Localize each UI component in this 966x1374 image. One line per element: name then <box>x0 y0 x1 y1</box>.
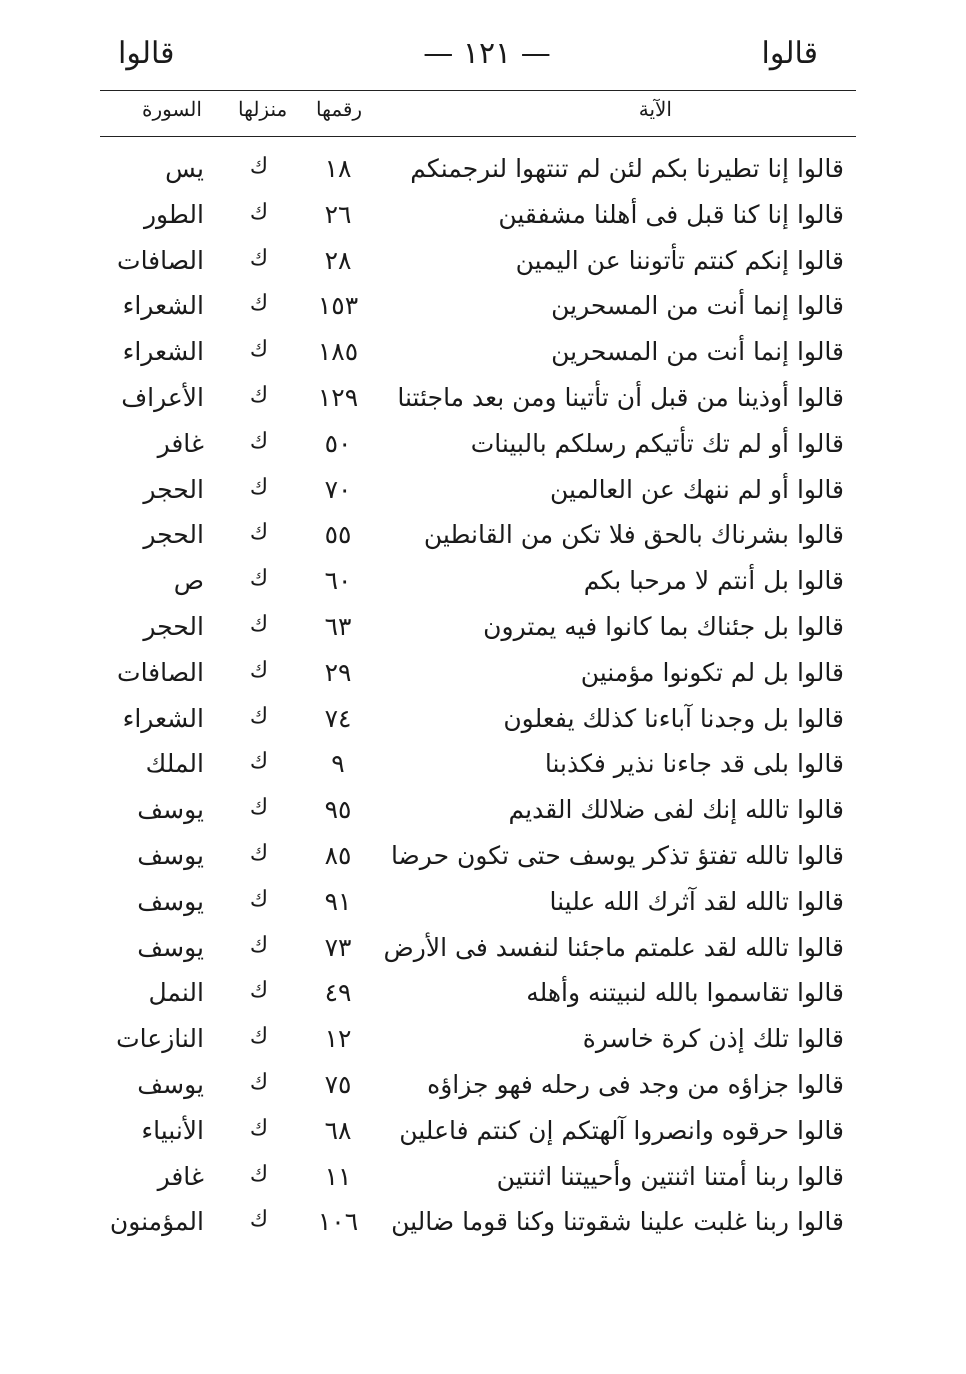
ayah-number: ٦٣ <box>324 611 352 641</box>
ayah-number: ٢٩ <box>324 657 352 687</box>
ayah-number: ١٨ <box>324 154 352 183</box>
table-row <box>0 929 966 975</box>
surah-name: يوسف <box>137 1069 204 1099</box>
revelation-place: ك <box>249 1207 269 1233</box>
revelation-place: ك <box>249 428 269 454</box>
revelation-place: ك <box>249 337 269 363</box>
ayah-text: قالوا بشرناك بالحق فلا تكن من القانطين <box>423 520 844 550</box>
surah-name: يوسف <box>137 886 204 916</box>
ayah-text: قالوا بل وجدنا آباءنا كذلك يفعلون <box>503 703 844 733</box>
ayah-number: ٥٥ <box>324 520 352 550</box>
surah-name: يوسف <box>137 795 204 825</box>
ayah-text: قالوا تالله تفتؤ تذكر يوسف حتى تكون حرضا <box>390 840 844 870</box>
table-row <box>0 196 966 242</box>
revelation-place: ك <box>249 657 269 683</box>
revelation-place: ك <box>249 1115 269 1141</box>
ayah-number: ٢٦ <box>324 199 352 229</box>
column-header-place: منزلها <box>238 97 288 121</box>
ayah-number: ١١ <box>324 1161 352 1191</box>
ayah-text: قالوا بلى قد جاءنا نذير فكذبنا <box>544 749 844 779</box>
revelation-place: ك <box>249 154 269 179</box>
ayah-number: ١٠٦ <box>317 1207 359 1237</box>
surah-name: الطور <box>143 199 204 229</box>
surah-name: الشعراء <box>122 703 204 733</box>
surah-name: النمل <box>148 978 204 1008</box>
table-row <box>0 150 966 196</box>
ayah-text: قالوا ربنا أمتنا اثنتين وأحييتنا اثنتين <box>496 1161 844 1191</box>
revelation-place: ك <box>249 1069 269 1095</box>
ayah-number: ٩١ <box>324 886 352 916</box>
ayah-number: ٧٣ <box>324 932 352 962</box>
ayah-number: ٦٨ <box>324 1115 352 1145</box>
ayah-text: قالوا حرقوه وانصروا آلهتكم إن كنتم فاعلين <box>399 1115 844 1145</box>
ayah-text: قالوا بل لم تكونوا مؤمنين <box>580 657 844 687</box>
table-row <box>0 700 966 746</box>
ayah-text: قالوا أوذينا من قبل أن تأتينا ومن بعد ماجئتنا <box>397 382 844 412</box>
surah-name: الشعراء <box>122 291 204 321</box>
ayah-text: قالوا تالله إنك لفى ضلالك القديم <box>508 795 844 825</box>
ayah-text: قالوا جزاؤه من وجد فى رحله فهو جزاؤه <box>427 1069 844 1099</box>
revelation-place: ك <box>249 474 269 500</box>
column-header-surah: السورة <box>142 97 202 121</box>
page-header <box>0 36 966 84</box>
table-row <box>0 837 966 883</box>
revelation-place: ك <box>249 840 269 866</box>
revelation-place: ك <box>249 1024 269 1050</box>
ayah-text: قالوا ربنا غلبت علينا شقوتنا وكنا قوما ضالين <box>391 1207 844 1237</box>
revelation-place: ك <box>249 520 269 546</box>
table-row <box>0 608 966 654</box>
index-table <box>0 150 966 1249</box>
table-row <box>0 791 966 837</box>
ayah-number: ١٥٣ <box>317 291 359 321</box>
revelation-place: ك <box>249 886 269 912</box>
revelation-place: ك <box>249 749 269 775</box>
ayah-text: قالوا تالله لقد علمتم ماجئنا لنفسد فى الأرض <box>383 932 844 962</box>
ayah-number: ٦٠ <box>324 566 352 596</box>
surah-name: غافر <box>157 428 204 458</box>
table-row <box>0 562 966 608</box>
ayah-text: قالوا تقاسموا بالله لنبيتنه وأهله <box>526 978 844 1008</box>
table-row <box>0 883 966 929</box>
running-head-left: قالوا <box>118 36 175 71</box>
revelation-place: ك <box>249 566 269 592</box>
table-row <box>0 654 966 700</box>
page-number: — ١٢١ — <box>423 36 551 71</box>
revelation-place: ك <box>249 978 269 1004</box>
ayah-text: قالوا تالله لقد آثرك الله علينا <box>549 886 844 916</box>
ayah-number: ٧٠ <box>324 474 352 504</box>
ayah-number: ١٢٩ <box>317 382 359 412</box>
surah-name: ص <box>173 566 204 596</box>
ayah-number: ١٨٥ <box>317 337 359 367</box>
ayah-text: قالوا بل جئناك بما كانوا فيه يمترون <box>483 611 844 641</box>
header-rule <box>100 90 856 91</box>
surah-name: غافر <box>157 1161 204 1191</box>
table-row <box>0 379 966 425</box>
table-row <box>0 333 966 379</box>
surah-name: يس <box>165 154 204 183</box>
running-head-right: قالوا <box>761 36 818 71</box>
surah-name: يوسف <box>137 932 204 962</box>
ayah-text: قالوا أو لم ننهك عن العالمين <box>550 474 844 504</box>
surah-name: الحجر <box>143 474 204 504</box>
revelation-place: ك <box>249 382 269 408</box>
table-row <box>0 1158 966 1204</box>
table-row <box>0 425 966 471</box>
table-row <box>0 242 966 288</box>
surah-name: الصافات <box>117 657 204 687</box>
column-header-ayah: الآية <box>638 97 672 121</box>
table-row <box>0 1112 966 1158</box>
ayah-number: ١٢ <box>324 1024 352 1054</box>
table-row <box>0 974 966 1020</box>
revelation-place: ك <box>249 245 269 271</box>
table-row <box>0 1020 966 1066</box>
ayah-text: قالوا إنا تطيرنا بكم لئن لم تنتهوا لنرجمنكم <box>410 154 844 183</box>
table-row <box>0 1066 966 1112</box>
ayah-text: قالوا تلك إذن كرة خاسرة <box>582 1024 844 1054</box>
column-header-rule <box>100 136 856 137</box>
ayah-number: ٩٥ <box>324 795 352 825</box>
table-row <box>0 745 966 791</box>
ayah-number: ٩ <box>331 749 345 779</box>
surah-name: النازعات <box>116 1024 204 1054</box>
ayah-text: قالوا إنما أنت من المسحرين <box>551 291 844 321</box>
surah-name: الأعراف <box>121 382 204 412</box>
revelation-place: ك <box>249 611 269 637</box>
table-row <box>0 287 966 333</box>
surah-name: المؤمنون <box>109 1207 204 1237</box>
column-header-number: رقمها <box>316 97 363 121</box>
ayah-number: ٥٠ <box>324 428 352 458</box>
surah-name: الشعراء <box>122 337 204 367</box>
ayah-text: قالوا إنما أنت من المسحرين <box>551 337 844 367</box>
revelation-place: ك <box>249 932 269 958</box>
table-row <box>0 1203 966 1249</box>
ayah-text: قالوا أو لم تك تأتيكم رسلكم بالبينات <box>470 428 844 458</box>
revelation-place: ك <box>249 795 269 821</box>
ayah-number: ٨٥ <box>324 840 352 870</box>
surah-name: الأنبياء <box>141 1115 204 1145</box>
table-row <box>0 471 966 517</box>
surah-name: الصافات <box>117 245 204 275</box>
ayah-number: ٢٨ <box>324 245 352 275</box>
ayah-number: ٧٤ <box>324 703 352 733</box>
surah-name: الملك <box>145 749 204 779</box>
revelation-place: ك <box>249 291 269 317</box>
surah-name: الحجر <box>143 520 204 550</box>
ayah-text: قالوا بل أنتم لا مرحبا بكم <box>583 566 844 596</box>
revelation-place: ك <box>249 703 269 729</box>
revelation-place: ك <box>249 1161 269 1187</box>
surah-name: الحجر <box>143 611 204 641</box>
surah-name: يوسف <box>137 840 204 870</box>
ayah-text: قالوا إنا كنا قبل فى أهلنا مشفقين <box>498 199 844 229</box>
revelation-place: ك <box>249 199 269 225</box>
ayah-number: ٤٩ <box>324 978 352 1008</box>
table-row <box>0 516 966 562</box>
ayah-text: قالوا إنكم كنتم تأتوننا عن اليمين <box>515 245 844 275</box>
ayah-number: ٧٥ <box>324 1069 352 1099</box>
